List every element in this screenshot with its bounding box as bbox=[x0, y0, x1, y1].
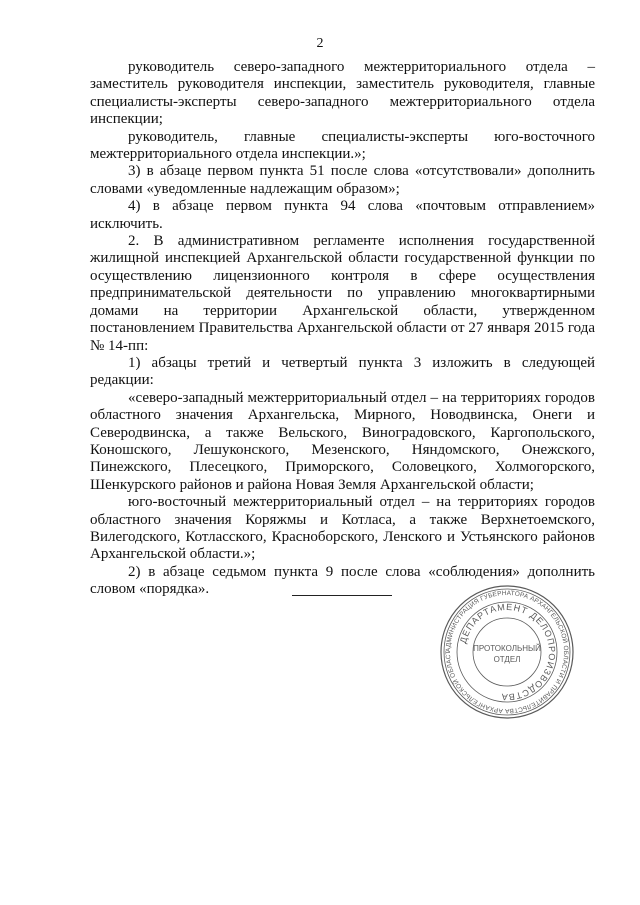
svg-text:ДЕПАРТАМЕНТ ДЕЛОПРОИЗВОДСТВА: ДЕПАРТАМЕНТ ДЕЛОПРОИЗВОДСТВА bbox=[457, 601, 558, 703]
paragraph: руководитель северо-западного межтерриториального отдела – заместитель руководителя инспекции, заместитель руководителя, главные специалисты-эксперты северо-западного межтерриториального отдела инспекции; bbox=[90, 59, 595, 128]
paragraph: 2) в абзаце седьмом пункта 9 после слова «соблюдения» дополнить словом «порядка». bbox=[90, 563, 595, 598]
separator-line bbox=[292, 595, 392, 596]
paragraph: 3) в абзаце первом пункта 51 после слова «отсутствовали» дополнить словами «уведомленные надлежащим образом»; bbox=[90, 163, 595, 197]
paragraph: «северо-западный межтерриториальный отдел – на территориях городов областного значения Архангельска, Мирного, Новодвинска, Онеги и Северодвинска, а также Вельского, Виноградовского, Каргопольского, Коношского, Лешуконского, Мезенского, Няндомского, Онежского, Пинежского, Плесецкого, Приморского, Соловецкого, Холмогорского, Шенкурского районов и района Новая Земля Архангельской области; bbox=[90, 389, 595, 493]
document-body bbox=[90, 59, 595, 599]
svg-text:ПРОТОКОЛЬНЫЙ: ПРОТОКОЛЬНЫЙ bbox=[473, 644, 541, 653]
page-number: 2 bbox=[316, 36, 324, 51]
paragraph: 1) абзацы третий и четвертый пункта 3 изложить в следующей редакции: bbox=[90, 354, 595, 389]
svg-text:ОТДЕЛ: ОТДЕЛ bbox=[493, 655, 521, 664]
stamp-seal-graphic bbox=[438, 583, 576, 721]
stamp-seal bbox=[438, 583, 576, 721]
svg-text:АДМИНИСТРАЦИЯ ГУБЕРНАТОРА АРХА: АДМИНИСТРАЦИЯ ГУБЕРНАТОРА АРХАНГЕЛЬСКОЙ ОБЛАСТИ И ПРАВИТЕЛЬСТВА АРХАНГЕЛЬСКОЙ ОБЛАСТ bbox=[444, 589, 570, 715]
paragraph: 2. В административном регламенте исполнения государственной жилищной инспекцией Архангельской области государственной функции по осуществлению лицензионного контроля в сфере осуществления предпринимательской деятельности по управлению многоквартирными домами на территории Архангельской области, утвержденном постановлением Правительства Архангельской области от 27 января 2015 года № 14-пп: bbox=[90, 233, 595, 354]
paragraph: руководитель, главные специалисты-эксперты юго-восточного межтерриториального отдела инспекции.»; bbox=[90, 128, 595, 163]
paragraph: 4) в абзаце первом пункта 94 слова «почтовым отправлением» исключить. bbox=[90, 198, 595, 232]
paragraph: юго-восточный межтерриториальный отдел – на территориях городов областного значения Коряжмы и Котласа, а также Верхнетоемского, Вилегодского, Котласского, Красноборского, Ленского и Устьянского районов Архангельской области.»; bbox=[90, 494, 595, 563]
